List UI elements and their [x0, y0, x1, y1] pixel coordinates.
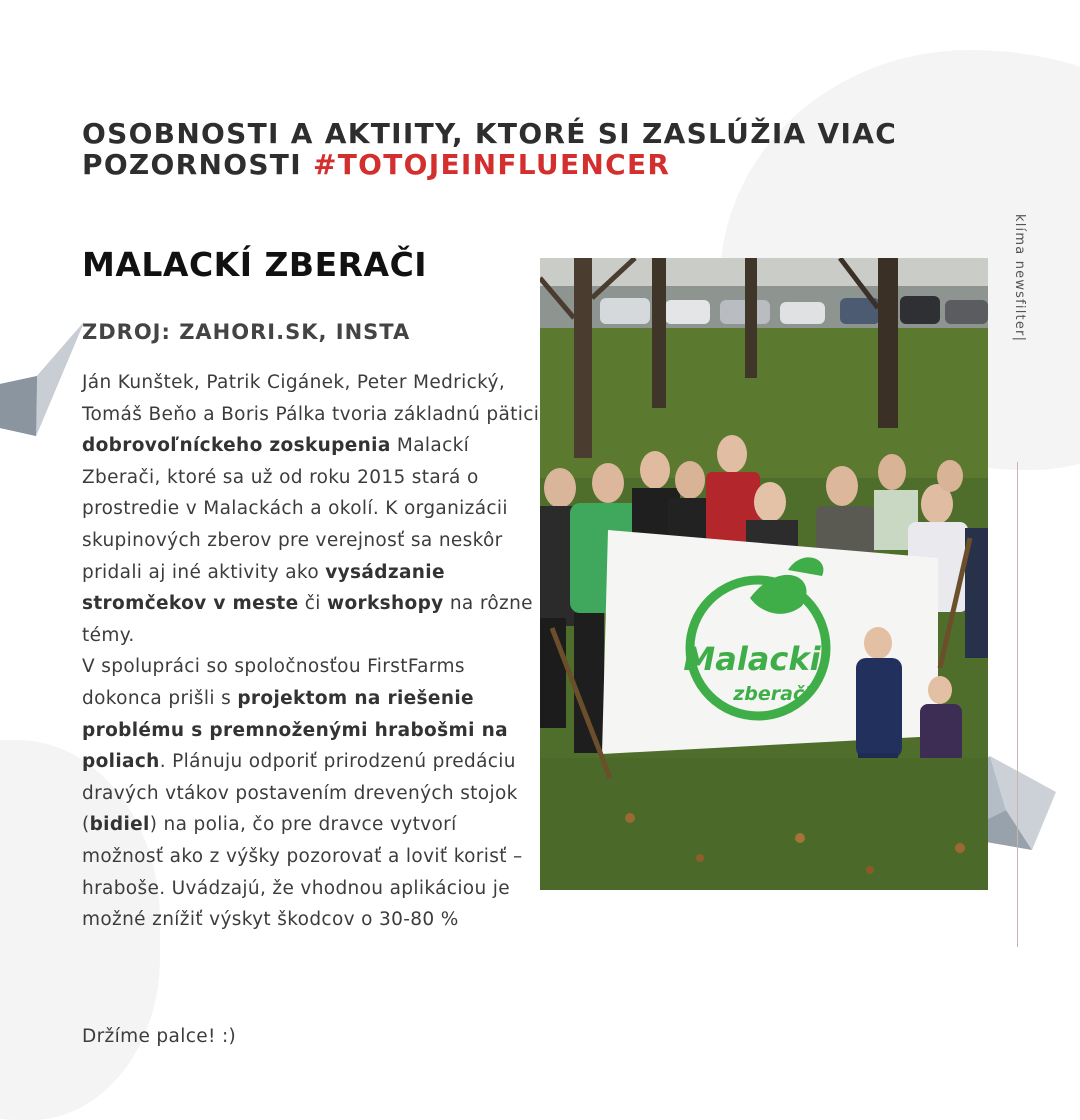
- body-segment: Ján Kunštek, Patrik Cigánek, Peter Medrický, Tomáš Beňo a Boris Pálka tvoria základnú pätici: [82, 372, 540, 425]
- banner-logo-text: Malacki: [683, 640, 821, 678]
- body-emphasis: projektom na riešenie problému s premnoženými hrabošmi na poliach: [82, 687, 508, 773]
- closing-line: Držíme palce! :): [82, 1026, 237, 1047]
- body-emphasis: vysádzanie stromčekov v meste: [82, 561, 445, 615]
- body-segment: ) na polia, čo pre dravce vytvorí možnosť ako z výšky pozorovať a loviť korisť – hraboše. Uvádzajú, že vhodnou aplikáciou je možné znížiť výskyt škodcov o 30-80 %: [82, 814, 523, 931]
- body-emphasis: bidiel: [89, 814, 150, 836]
- body-emphasis: dobrovoľníckeho zoskupenia: [82, 435, 391, 457]
- brand-vertical-label: klíma newsfilter|: [1012, 214, 1027, 343]
- body-emphasis: workshopy: [327, 593, 444, 615]
- body-segment: na rôzne témy.: [82, 593, 533, 646]
- headline: [82, 118, 942, 180]
- paper-plane-left-decoration: [0, 300, 84, 440]
- headline-text: OSOBNOSTI A AKTIITY, KTORÉ SI ZASLÚŽIA VIAC POZORNOSTI: [82, 117, 898, 181]
- banner-logo-subtext: zberači: [733, 683, 811, 705]
- section-title: MALACKÍ ZBERAČI: [82, 245, 428, 284]
- group-photo: [540, 258, 988, 890]
- body-segment: Malackí Zberači, ktoré sa už od roku 2015 stará o prostredie v Malackách a okolí. K organizácii skupinových zberov pre verejnosť sa neskôr pridali aj iné aktivity ako: [82, 435, 508, 583]
- source-line: ZDROJ: ZAHORI.SK, INSTA: [82, 320, 411, 344]
- side-divider-line: [1017, 462, 1018, 947]
- body-segment: . Plánuju odporiť prirodzenú predáciu dravých vtákov postavením drevených stojok (: [82, 751, 518, 836]
- body-segment: či: [298, 593, 328, 615]
- headline-hashtag: #TOTOJEINFLUENCER: [312, 148, 671, 181]
- body-paragraph: [82, 367, 542, 936]
- body-segment: V spolupráci so spoločnosťou FirstFarms dokonca prišli s: [82, 656, 465, 709]
